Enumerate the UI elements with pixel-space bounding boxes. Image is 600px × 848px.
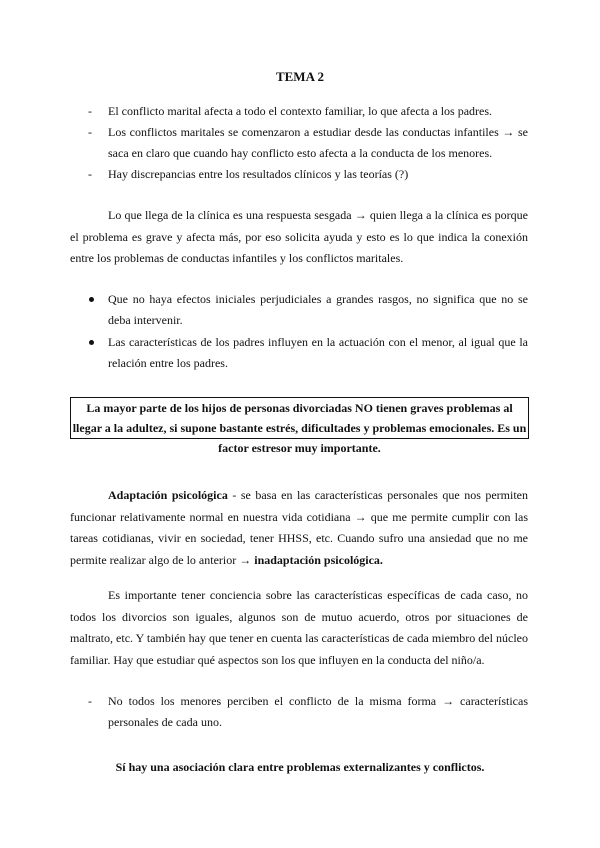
list-item: - Hay discrepancias entre los resultados clínicos y las teorías (?)	[88, 164, 528, 185]
intro-list	[88, 101, 528, 185]
paragraph-divorce-types: Es importante tener conciencia sobre las características específicas de cada caso, no todos los divorcios son iguales, algunos son de mutuo acuerdo, otros por situaciones de maltrato, etc. Y también hay que tener en cuenta las características de cada miembro del núcleo familiar. Hay que estudiar qué aspectos son los que influyen en la conducta del niño/a.	[70, 588, 528, 667]
paragraph-clinic: Lo que llega de la clínica es una respuesta sesgada → quien llega a la clínica es porque el problema es grave y afecta más, por eso solicita ayuda y esto es lo que indica la conexión entre los problemas de conductas infantiles y los conflictos maritales.	[70, 208, 528, 265]
adaptation-text: - se basa en las características personales que nos permiten funcionar relativamente normal en nuestra vida cotidiana → que me permite cumplir con las tareas cotidianas, vivir en sociedad, tener HHSS, etc. Cuando sufro una ansiedad que no me permite realizar algo de lo anterior →	[70, 488, 529, 567]
list-item: - Los conflictos maritales se comenzaron a estudiar desde las conductas infantiles → se saca en claro que cuando hay conflicto esto afecta a la conducta de los menores.	[88, 122, 528, 164]
paragraph-adaptation	[70, 485, 528, 571]
document-title: TEMA 2	[275, 69, 325, 84]
adaptation-term: Adaptación psicológica	[108, 488, 228, 502]
inadaptation-term: inadaptación psicológica.	[254, 552, 383, 567]
list-item: Las características de los padres influyen en la actuación con el menor, al igual que la relación entre los padres.	[88, 332, 528, 374]
list-item: Que no haya efectos iniciales perjudiciales a grandes rasgos, no significa que no se deba intervenir.	[88, 289, 528, 331]
list-item: - El conflicto marital afecta a todo el contexto familiar, lo que afecta a los padres.	[88, 101, 528, 122]
closing-statement: Sí hay una asociación clara entre problemas externalizantes y conflictos.	[115, 760, 485, 774]
list-item: - No todos los menores perciben el conflicto de la misma forma → características personales de cada uno.	[88, 691, 528, 733]
highlight-box: La mayor parte de los hijos de personas divorciadas NO tienen graves problemas al llegar a la adultez, si supone bastante estrés, dificultades y problemas emocionales. Es un factor estresor muy importante.	[70, 397, 529, 439]
bullet-list	[88, 289, 528, 375]
final-list	[88, 691, 528, 733]
